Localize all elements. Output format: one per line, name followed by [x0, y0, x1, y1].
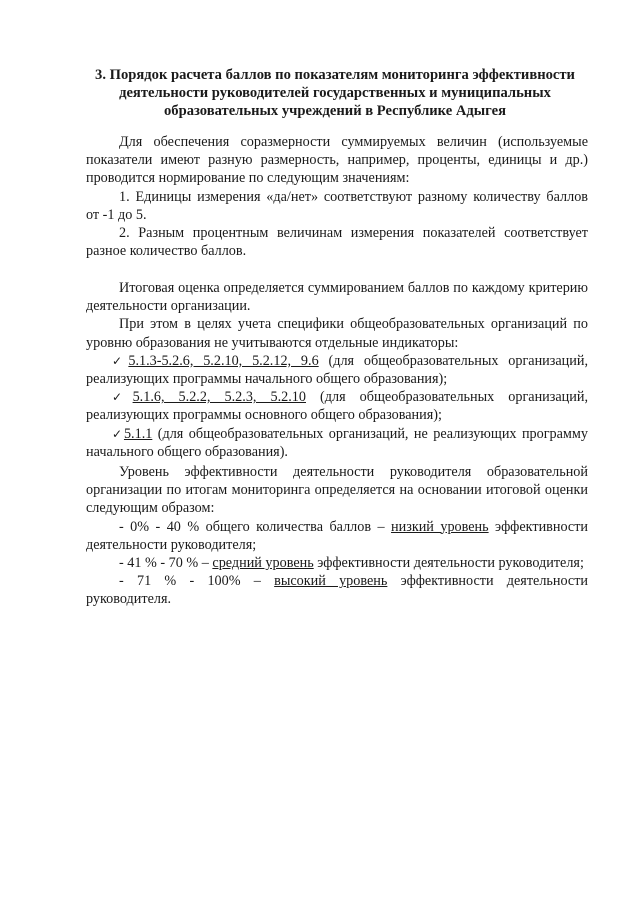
level-high-rest: эффективности деятельности руководителя.: [86, 573, 589, 608]
normalization-item-2: 2. Разным процентным величинам измерения показателей соответствует разное количество баллов.: [86, 225, 588, 260]
exception-note-1: (для общеобразовательных организаций, реализующих программы начального общего образования);: [86, 352, 589, 388]
scoring-section: [86, 279, 588, 461]
exception-codes-3: 5.1.1: [123, 425, 153, 442]
exception-item-3: [86, 425, 588, 461]
level-high-label: высокий уровень: [274, 573, 388, 590]
level-low-rest: эффективности деятельности руководителя;: [86, 518, 588, 553]
exception-note-3: (для общеобразовательных организаций, не реализующих программу начального общего образования).: [86, 425, 588, 460]
normalization-intro: Для обеспечения соразмерности суммируемых величин (используемые показатели имеют разную размерность, например, проценты, единицы и др.) проводится нормирование по следующим значениям:: [86, 134, 588, 187]
exception-codes-2: 5.1.6, 5.2.2, 5.2.3, 5.2.10: [132, 389, 306, 406]
heading-line-1: 3. Порядок расчета баллов по показателям мониторинга эффективности: [95, 67, 575, 83]
level-high: [86, 572, 588, 608]
check-icon: ✓: [112, 353, 129, 368]
heading-line-3: образовательных учреждений в Республике Адыгея: [164, 103, 506, 119]
level-mid-range: - 41 % - 70 % –: [119, 555, 213, 572]
exception-note-2: (для общеобразовательных организаций, реализующих программы основного общего образования);: [86, 389, 589, 424]
check-icon: ✓: [112, 426, 124, 441]
section-heading: [70, 66, 600, 120]
level-high-range: - 71 % - 100% –: [119, 573, 275, 590]
levels-intro: Уровень эффективности деятельности руководителя образовательной организации по итогам мониторинга определяется на основании итоговой оценки следующим образом:: [86, 464, 588, 517]
exception-item-2: [86, 388, 588, 424]
level-low: [86, 518, 588, 554]
level-mid-rest: эффективности деятельности руководителя;: [313, 555, 584, 572]
normalization-section: [86, 133, 588, 260]
level-low-range: - 0% - 40 % общего количества баллов –: [119, 518, 392, 535]
level-mid: [86, 554, 588, 572]
total-score-paragraph: Итоговая оценка определяется суммированием баллов по каждому критерию деятельности организации.: [86, 280, 588, 315]
exceptions-intro: При этом в целях учета специфики общеобразовательных организаций по уровню образования не учитываются отдельные индикаторы:: [86, 316, 588, 351]
exception-codes-1: 5.1.3-5.2.6, 5.2.10, 5.2.12, 9.6: [128, 352, 319, 369]
exception-item-1: [86, 352, 588, 388]
level-low-label: низкий уровень: [391, 518, 489, 535]
level-mid-label: средний уровень: [212, 555, 314, 572]
levels-section: [86, 463, 588, 609]
normalization-item-1: 1. Единицы измерения «да/нет» соответствуют разному количеству баллов от -1 до 5.: [86, 188, 588, 223]
heading-line-2: деятельности руководителей государственных и муниципальных: [119, 85, 551, 101]
check-icon: ✓: [112, 390, 133, 405]
